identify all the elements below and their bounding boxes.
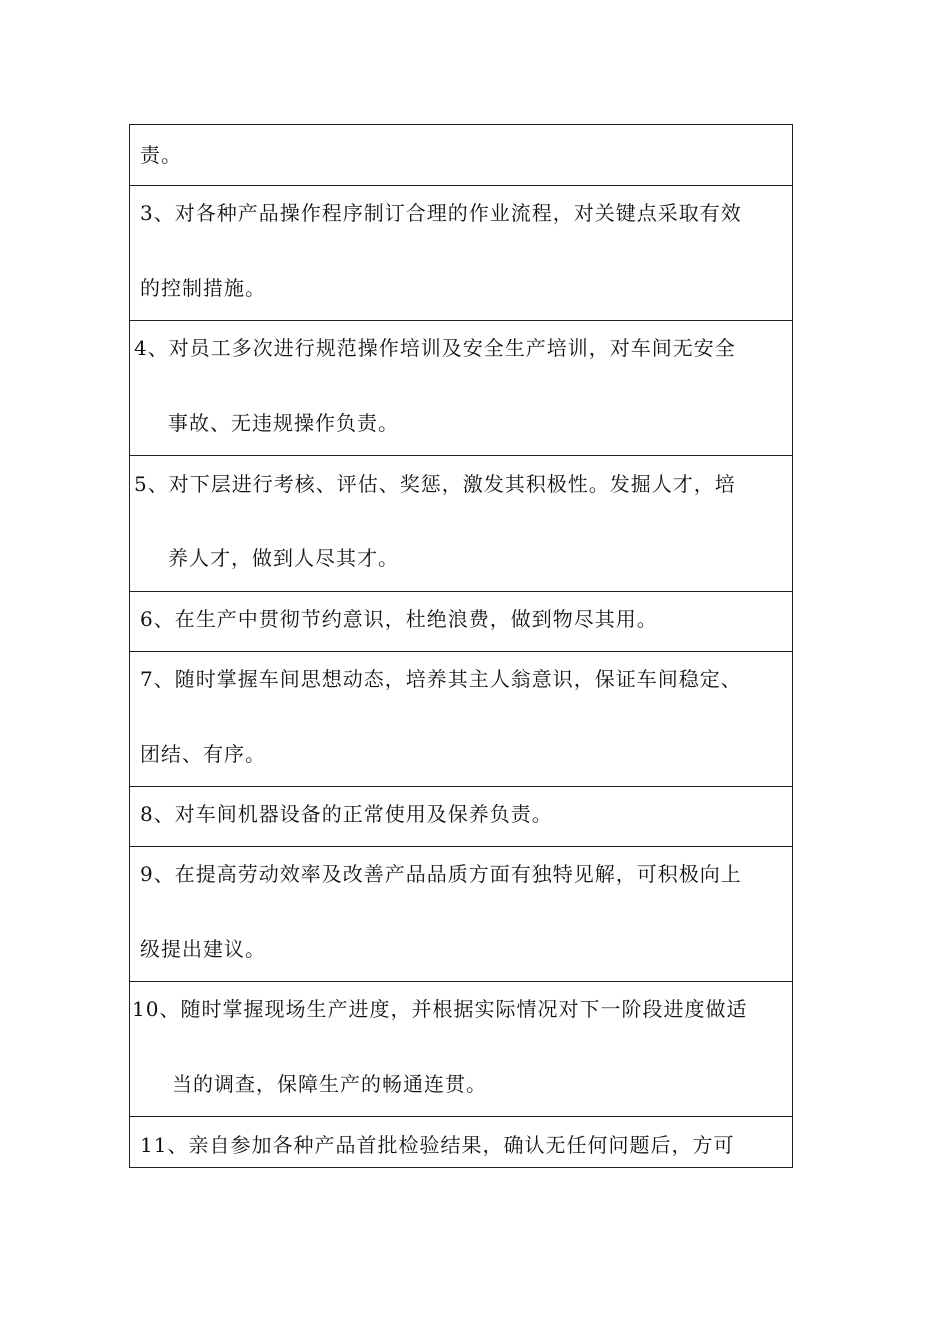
row-text-line: 8、对车间机器设备的正常使用及保养负责。 [140, 802, 553, 826]
row-text-line: 3、对各种产品操作程序制订合理的作业流程，对关键点采取有效 [140, 201, 742, 225]
table-row [130, 125, 793, 186]
table-row [130, 787, 793, 847]
row-text-line: 责。 [140, 143, 182, 167]
row-text-line: 5、对下层进行考核、评估、奖惩，激发其积极性。发掘人才，培 [134, 472, 736, 496]
row-text-line: 7、随时掌握车间思想动态，培养其主人翁意识，保证车间稳定、 [140, 667, 742, 691]
table-row [130, 592, 793, 652]
row-text-line: 事故、无违规操作负责。 [168, 411, 399, 435]
row-text-line: 4、对员工多次进行规范操作培训及安全生产培训，对车间无安全 [134, 336, 736, 360]
table-row [130, 982, 793, 1117]
row-text-line: 11、亲自参加各种产品首批检验结果，确认无任何问题后，方可 [140, 1133, 735, 1157]
row-text-line: 团结、有序。 [140, 742, 266, 766]
row-text-line: 9、在提高劳动效率及改善产品品质方面有独特见解，可积极向上 [140, 862, 742, 886]
row-text-line: 6、在生产中贯彻节约意识，杜绝浪费，做到物尽其用。 [140, 607, 658, 631]
row-text-line: 的控制措施。 [140, 276, 266, 300]
table-row [130, 456, 793, 592]
table-row [130, 1117, 793, 1168]
row-text-line: 当的调查，保障生产的畅通连贯。 [172, 1072, 487, 1096]
row-text-line: 级提出建议。 [140, 937, 266, 961]
table-row [130, 847, 793, 982]
row-text-line: 养人才，做到人尽其才。 [168, 546, 399, 570]
table-row [130, 321, 793, 456]
table-row [130, 652, 793, 787]
table-row [130, 186, 793, 321]
duty-table [129, 124, 793, 1168]
row-text-line: 10、随时掌握现场生产进度，并根据实际情况对下一阶段进度做适 [132, 997, 748, 1021]
